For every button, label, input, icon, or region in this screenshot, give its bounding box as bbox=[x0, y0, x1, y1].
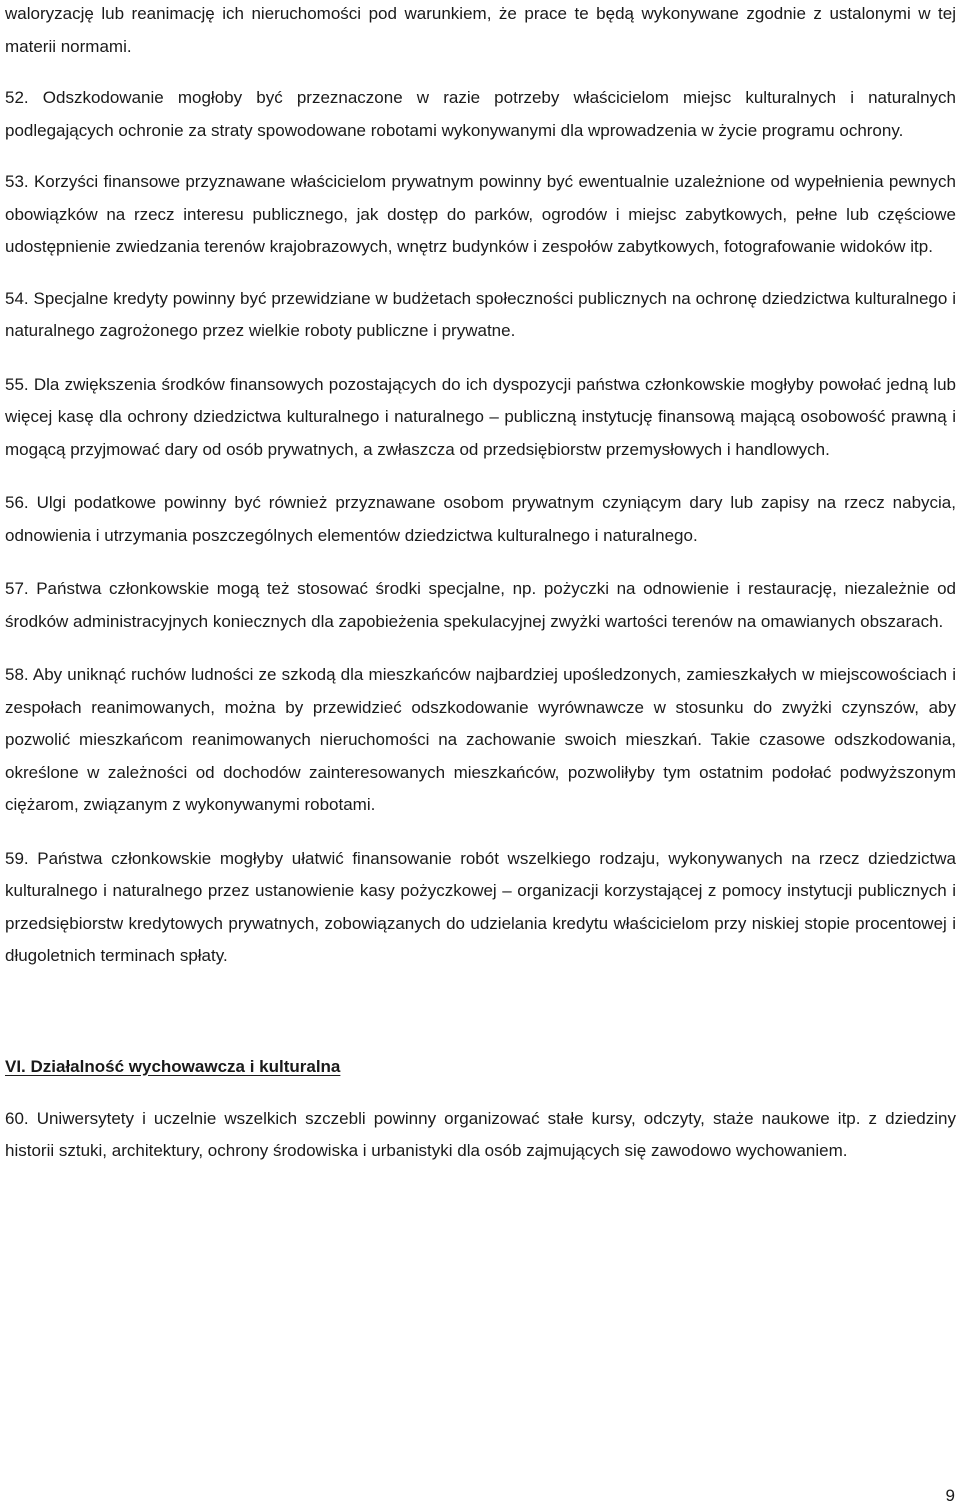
document-body bbox=[5, 0, 956, 1168]
section-heading: VI. Działalność wychowawcza i kulturalna bbox=[5, 1056, 341, 1076]
paragraph-58: 58. Aby uniknąć ruchów ludności ze szkodą dla mieszkańców najbardziej upośledzonych, zamieszkałych w miejscowościach i zespołach reanimowanych, można by przewidzieć odszkodowanie wyrównawcze w stosunku do zwyżki czynszów, aby pozwolić mieszkańcom reanimowanych nieruchomości na zachowanie swoich mieszkań. Takie czasowe odszkodowania, określone w zależności od dochodów zainteresowanych mieszkańców, pozwoliłyby tym ostatnim podołać podwyższonym ciężarom, związanym z wykonywanymi robotami. bbox=[5, 665, 956, 814]
paragraph-57: 57. Państwa członkowskie mogą też stosować środki specjalne, np. pożyczki na odnowienie i restaurację, niezależnie od środków administracyjnych koniecznych dla zapobieżenia spekulacyjnej zwyżki wartości terenów na omawianych obszarach. bbox=[5, 579, 956, 631]
paragraph-52: 52. Odszkodowanie mogłoby być przeznaczone w razie potrzeby właścicielom miejsc kulturalnych i naturalnych podlegających ochronie za straty spowodowane robotami wykonywanymi dla wprowadzenia w życie programu ochrony. bbox=[5, 88, 956, 140]
page-number: 9 bbox=[945, 1486, 955, 1505]
paragraph-60: 60. Uniwersytety i uczelnie wszelkich szczebli powinny organizować stałe kursy, odczyty, staże naukowe itp. z dziedziny historii sztuki, architektury, ochrony środowiska i urbanistyki dla osób zajmujących się zawodowo wychowaniem. bbox=[5, 1108, 956, 1160]
paragraph-53: 53. Korzyści finansowe przyznawane właścicielom prywatnym powinny być ewentualnie uzależnione od wypełnienia pewnych obowiązków na rzecz interesu publicznego, jak dostęp do parków, ogrodów i miejsc zabytkowych, pełne lub częściowe udostępnienie zwiedzania terenów krajobrazowych, wnętrz budynków i zespołów zabytkowych, fotografowanie widoków itp. bbox=[5, 172, 956, 256]
paragraph-56: 56. Ulgi podatkowe powinny być również przyznawane osobom prywatnym czyniącym dary lub zapisy na rzecz nabycia, odnowienia i utrzymania poszczególnych elementów dziedzictwa kulturalnego i naturalnego. bbox=[5, 493, 956, 545]
paragraph-59: 59. Państwa członkowskie mogłyby ułatwić finansowanie robót wszelkiego rodzaju, wykonywanych na rzecz dziedzictwa kulturalnego i naturalnego przez ustanowienie kasy pożyczkowej – organizacji korzystającej z pomocy instytucji publicznych i przedsiębiorstw kredytowych prywatnych, zobowiązanych do udzielania kredytu właścicielom przy niskiej stopie procentowej i długoletnich terminach spłaty. bbox=[5, 848, 956, 965]
paragraph-55: 55. Dla zwiększenia środków finansowych pozostających do ich dyspozycji państwa członkowskie mogłyby powołać jedną lub więcej kasę dla ochrony dziedzictwa kulturalnego i naturalnego – publiczną instytucję finansową mającą osobowość prawną i mogącą przyjmować dary od osób prywatnych, a zwłaszcza od przedsiębiorstw przemysłowych i handlowych. bbox=[5, 374, 956, 459]
paragraph-54: 54. Specjalne kredyty powinny być przewidziane w budżetach społeczności publicznych na ochronę dziedzictwa kulturalnego i naturalnego zagrożonego przez wielkie roboty publiczne i prywatne. bbox=[5, 288, 956, 340]
paragraph-continuation: waloryzację lub reanimację ich nieruchomości pod warunkiem, że prace te będą wykonywane zgodnie z ustalonymi w tej materii normami. bbox=[5, 4, 956, 56]
